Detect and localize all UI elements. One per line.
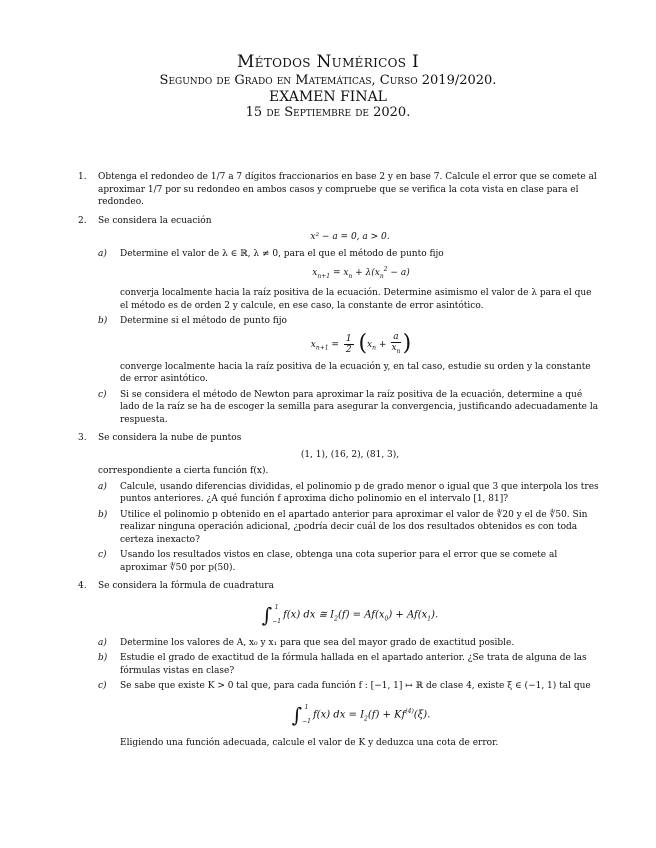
question-intro-cont: correspondiente a cierta función f(x). [98,466,269,477]
question-intro: Se considera la ecuación [98,215,212,226]
subquestion-text-cont: Eligiendo una función adecuada, calcule el valor de K y deduzca una cota de error. [120,737,499,748]
question-2 [78,215,602,427]
question-1 [78,171,602,209]
exam-date: 15 de Septiembre de 2020. [245,105,411,120]
subquestion-label: b) [98,653,108,664]
subquestion-label: b) [98,316,108,327]
questions [78,171,602,755]
error-formula: ∫ 1 −1 f(x) dx = $I_2(f) + Kf^{(4)}(\xi)$. [291,702,431,727]
course-subtitle: Segundo de Grado en Matemáticas, Curso 2019/2020. [159,73,497,88]
subquestion-text: Determine el valor de λ ∈ ℝ, λ ≠ 0, para el que el método de punto fijo [120,248,444,259]
subquestion-3c [98,549,602,574]
question-text: Obtenga el redondeo de 1/7 a 7 dígitos fraccionarios en base 2 y en base 7. Calcule el error que se comete al aproximar 1/7 por su redondeo en ambos casos y compruebe que se verifica la cota vista en clase para el redondeo. [98,172,597,207]
question-number: 1. [78,172,87,182]
question-number: 4. [78,581,87,592]
question-3 [78,432,602,574]
subquestion-label: a) [98,248,107,259]
exam-name: EXAMEN FINAL [269,89,387,105]
subquestion-label: a) [98,481,107,492]
question-number: 3. [78,433,87,444]
subquestion-text: Utilice el polinomio p obtenido en el apartado anterior para aproximar el valor de ∜20 y el de ∜50. Sin realizar ninguna operación adicional, ¿podría decir cuál de los dos resultados obtenidos es con toda certeza inexacto? [120,509,588,545]
subquestion-3a [98,481,602,506]
subquestion-label: c) [98,550,107,561]
question-4 [78,580,602,749]
exam-header [0,0,656,121]
subquestion-2c [98,389,602,427]
subquestion-label: b) [98,509,108,520]
subquestion-label: c) [98,389,107,400]
subquestion-label: c) [98,681,107,692]
subquestion-2a [98,248,602,313]
fixed-point-formula-lambda: $x_{n+1} = x_n + \lambda(x_n^2 - a)$ [312,266,410,280]
subquestion-text: Determine si el método de punto fijo [120,316,287,327]
subquestion-text: Se sabe que existe K > 0 tal que, para cada función f : [−1, 1] ↦ ℝ de clase 4, existe ξ ∈ (−1, 1) tal que [120,681,591,692]
subquestion-text-cont: converja localmente hacia la raíz positiva de la ecuación. Determine asimismo el valor de λ para el que el método es de orden 2 y calcule, en ese caso, la constante de error asintótico. [120,288,592,311]
subquestion-2b [98,315,602,385]
question-intro: Se considera la nube de puntos [98,433,242,444]
subquestion-text: Si se considera el método de Newton para aproximar la raíz positiva de la ecuación, determine a qué lado de la raíz se ha de escoger la semilla para asegurar la convergencia, justificando adecuadamente la respuesta. [120,389,599,425]
subquestion-text: Usando los resultados vistos en clase, obtenga una cota superior para el error que se comete al aproximar ∜50 por p(50). [120,550,558,573]
question-number: 2. [78,215,87,226]
subquestion-text: Calcule, usando diferencias divididas, el polinomio p de grado menor o igual que 3 que interpola los tres puntos anteriores. ¿A qué función f aproxima dicho polinomio en el intervalo [1, 81]? [120,481,599,505]
subquestion-text-cont: converge localmente hacia la raíz positiva de la ecuación y, en tal caso, estudie su orden y la constante de error asintótico. [120,361,591,385]
course-title: Métodos Numéricos I [237,52,419,72]
subquestion-4b [98,652,602,677]
equation: x² − a = 0, a > 0. [310,232,390,242]
subquestion-text: Estudie el grado de exactitud de la fórmula hallada en el apartado anterior. ¿Se trata de alguna de las fórmulas vistas en clase? [120,653,587,676]
subquestion-3b [98,509,602,547]
subquestion-label: a) [98,637,107,648]
subquestion-text: Determine los valores de A, x₀ y x₁ para que sea del mayor grado de exactitud posible. [120,637,515,648]
quadrature-formula: ∫ 1 −1 f(x) dx ≅ $I_2(f) = Af(x_0) + Af(x_1)$. [261,602,439,627]
subquestion-4c [98,680,602,749]
point-cloud: (1, 1), (16, 2), (81, 3), [300,449,400,460]
question-intro: Se considera la fórmula de cuadratura [98,581,274,592]
fixed-point-formula-heron: $x_{n+1}$ = $\frac{1}{2}$ ($x_n$ + $\frac{a}{x_n}$ ) [310,330,412,356]
subquestion-4a [98,637,602,650]
